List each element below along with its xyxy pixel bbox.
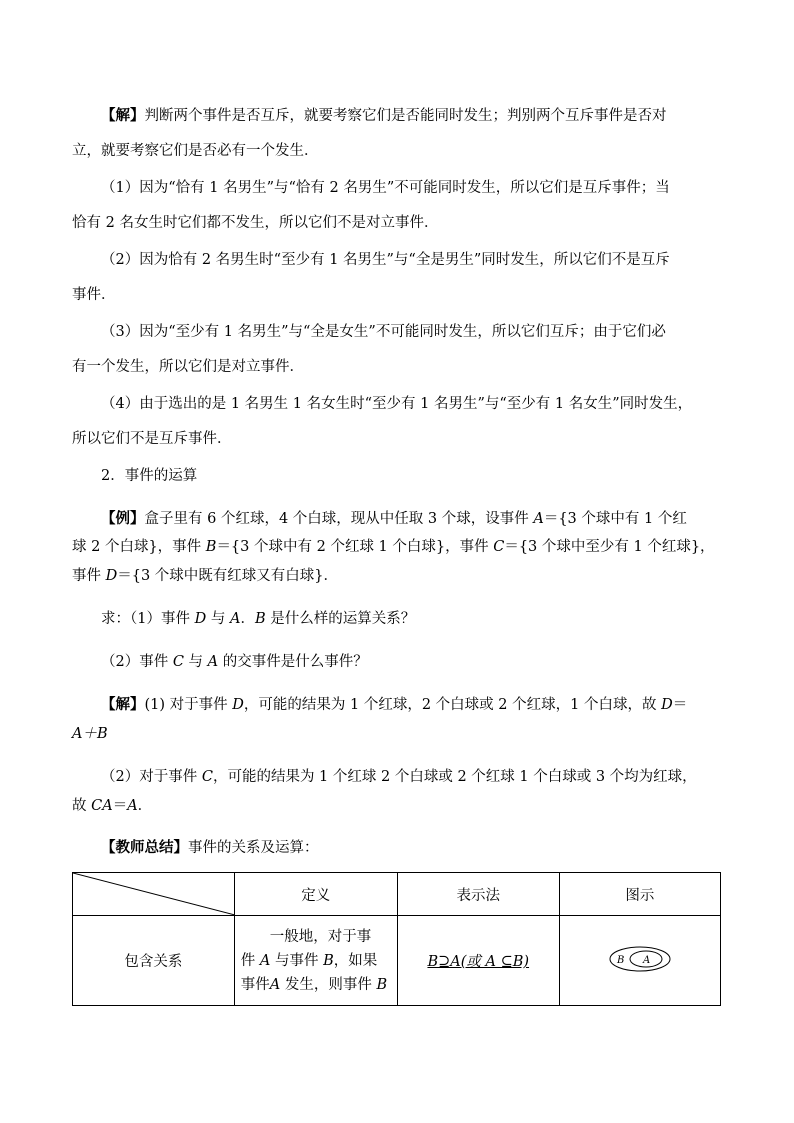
example-line-2: 球 2 个白球}，事件 B＝{3 个球中有 2 个红球 1 个白球}，事件 C＝{3 个球中至少有 1 个红球}， bbox=[72, 539, 715, 555]
header-notation: 表示法 bbox=[397, 873, 559, 916]
example-line-3: 事件 D＝{3 个球中既有红球又有白球}． bbox=[72, 568, 339, 584]
header-definition: 定义 bbox=[234, 873, 397, 916]
item-3-line-1: （3）因为“至少有 1 名男生”与“全是女生”不可能同时发生，所以它们互斥；由于它们必 bbox=[101, 324, 666, 340]
solution2-line-3: （2）对于事件 C，可能的结果为 1 个红球 2 个白球或 2 个红球 1 个白球或 3 个均为红球， bbox=[101, 769, 697, 785]
item-4-line-1: （4）由于选出的是 1 名男生 1 名女生时“至少有 1 名男生”与“至少有 1 名女生”同时发生， bbox=[101, 396, 693, 412]
diagonal-header-cell bbox=[73, 873, 235, 916]
row-diagram bbox=[559, 916, 720, 1006]
row-definition: 一般地，对于事 件 A 与事件 B，如果 事件A 发生，则事件 B bbox=[234, 916, 397, 1006]
row-name: 包含关系 bbox=[73, 916, 235, 1006]
summary-tag: 【教师总结】 bbox=[101, 840, 188, 856]
venn-inner-label: A bbox=[642, 954, 651, 966]
item-1-line-1: （1）因为“恰有 1 名男生”与“恰有 2 名男生”不可能同时发生，所以它们是互斥事件；当 bbox=[101, 180, 670, 196]
question-2: （2）事件 C 与 A 的交事件是什么事件？ bbox=[101, 654, 368, 670]
table-row bbox=[73, 916, 721, 1006]
solution-text-1: 判断两个事件是否互斥，就要考察它们是否能同时发生；判别两个互斥事件是否对 bbox=[144, 108, 667, 124]
example-tag: 【例】 bbox=[101, 511, 145, 527]
solution2-line-1: 【解】(1) 对于事件 D，可能的结果为 1 个红球，2 个白球或 2 个红球，1 个白球，故 D＝ bbox=[101, 697, 688, 713]
solution2-tag: 【解】 bbox=[101, 697, 145, 713]
relations-table bbox=[72, 872, 721, 1006]
teacher-summary: 【教师总结】事件的关系及运算： bbox=[101, 840, 319, 856]
solution-tag: 【解】 bbox=[101, 108, 145, 124]
item-2-line-2: 事件． bbox=[72, 287, 116, 303]
table-header-row bbox=[73, 873, 721, 916]
solution-line-1 bbox=[101, 106, 667, 126]
item-2-line-1: （2）因为恰有 2 名男生时“至少有 1 名男生”与“全是男生”同时发生，所以它们不是互斥 bbox=[101, 252, 670, 268]
item-1-line-2: 恰有 2 名女生时它们都不发生，所以它们不是对立事件． bbox=[72, 215, 439, 231]
venn-outer-label: B bbox=[616, 954, 625, 966]
header-diagram: 图示 bbox=[559, 873, 720, 916]
item-3-line-2: 有一个发生，所以它们是对立事件． bbox=[72, 359, 304, 375]
diagonal-line bbox=[73, 873, 235, 915]
row-notation: B⊇A(或 A ⊆B) bbox=[397, 916, 559, 1006]
item-4-line-2: 所以它们不是互斥事件． bbox=[72, 431, 232, 447]
example-line-1: 【例】盒子里有 6 个红球，4 个白球，现从中任取 3 个球，设事件 A＝{3 个球中有 1 个红 bbox=[101, 511, 687, 527]
solution2-line-2: A＋B bbox=[72, 726, 108, 742]
solution2-line-4: 故 CA＝A． bbox=[72, 798, 153, 814]
question-1: 求：（1）事件 D 与 A．B 是什么样的运算关系？ bbox=[101, 611, 416, 627]
solution-line-2: 立，就要考察它们是否必有一个发生． bbox=[72, 143, 319, 159]
venn-diagram bbox=[608, 945, 672, 973]
section-heading: 2．事件的运算 bbox=[101, 468, 198, 484]
